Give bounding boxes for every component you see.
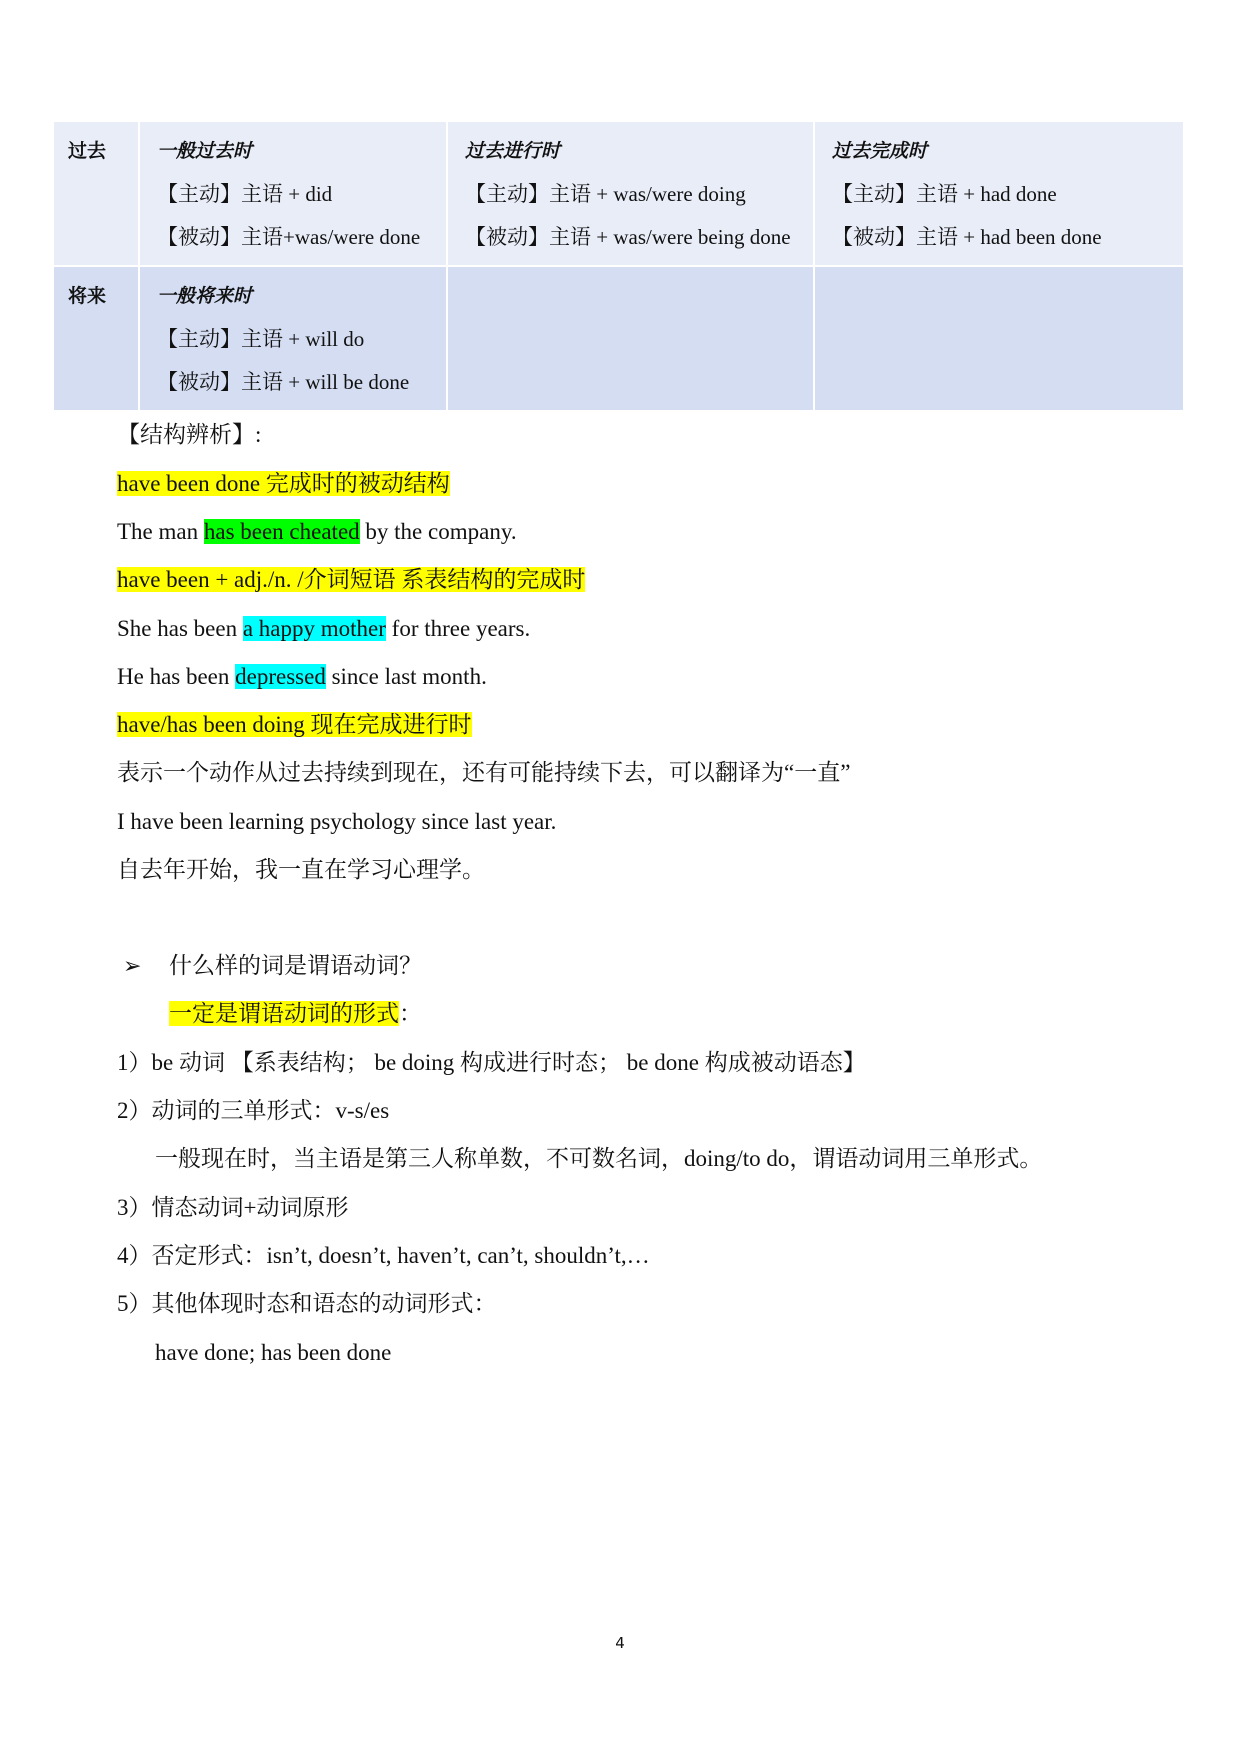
example-sentence	[117, 662, 487, 692]
cell-past-perfect	[814, 122, 1184, 266]
structure-title-2	[117, 565, 585, 595]
example-translation: 自去年开始，我一直在学习心理学。	[117, 857, 485, 882]
text: The man	[117, 519, 204, 544]
structure-description: 表示一个动作从过去持续到现在，还有可能持续下去，可以翻译为“一直”	[117, 760, 851, 785]
text: since last month.	[325, 664, 487, 689]
empty-cell	[814, 266, 1184, 410]
list-item-note: 一般现在时，当主语是第三人称单数，不可数名词，doing/to do，谓语动词用三单形式。	[155, 1146, 1043, 1171]
text: by the company.	[359, 519, 517, 544]
example-sentence	[117, 517, 517, 547]
predicate-question: 什么样的词是谓语动词？	[169, 953, 422, 978]
row-label-future: 将来	[53, 266, 139, 410]
active-form: 【主动】主语 + had done	[832, 182, 1057, 206]
highlighted-text: have been done 完成时的被动结构	[117, 471, 450, 496]
structure-title-3	[117, 710, 472, 740]
passive-form: 【被动】主语+was/were done	[157, 225, 421, 249]
page-number: 4	[615, 1634, 625, 1652]
list-item: 5）其他体现时态和语态的动词形式：	[117, 1291, 497, 1316]
cell-simple-past	[139, 122, 447, 266]
tense-table	[52, 122, 1185, 410]
active-form: 【主动】主语 + was/were doing	[465, 182, 746, 206]
table-row-past	[53, 122, 1184, 266]
list-item: 4）否定形式：isn’t, doesn’t, haven’t, can’t, shouldn’t,…	[117, 1243, 650, 1268]
highlighted-text: have been + adj./n. /介词短语 系表结构的完成时	[117, 567, 586, 592]
analysis-heading: 【结构辨析】:	[117, 422, 262, 447]
row-label-past: 过去	[53, 122, 139, 266]
structure-title-1	[117, 469, 450, 499]
list-item-note: have done; has been done	[155, 1340, 392, 1365]
list-item: 1）be 动词 【系表结构； be doing 构成进行时态； be done 构成被动语态】	[117, 1050, 866, 1075]
list-item: 3）情态动词+动词原形	[117, 1195, 349, 1220]
tense-name: 一般将来时	[157, 285, 253, 307]
cell-simple-future	[139, 266, 447, 410]
text: for three years.	[385, 616, 531, 641]
cell-past-continuous	[447, 122, 814, 266]
text: She has been	[117, 616, 243, 641]
example-sentence	[117, 614, 530, 644]
tense-name: 过去进行时	[465, 140, 561, 162]
example-sentence: I have been learning psychology since last year.	[117, 809, 557, 834]
highlighted-text: depressed	[235, 664, 326, 689]
passive-form: 【被动】主语 + was/were being done	[465, 225, 791, 249]
active-form: 【主动】主语 + will do	[157, 327, 365, 351]
text: He has been	[117, 664, 236, 689]
table-row-future	[53, 266, 1184, 410]
tense-name: 一般过去时	[157, 140, 253, 162]
passive-form: 【被动】主语 + had been done	[832, 225, 1102, 249]
highlighted-text: has been cheated	[203, 519, 360, 544]
highlighted-text: have/has been doing 现在完成进行时	[117, 712, 472, 737]
empty-cell	[447, 266, 814, 410]
text: ：	[399, 1001, 422, 1026]
passive-form: 【被动】主语 + will be done	[157, 370, 410, 394]
highlighted-text: 一定是谓语动词的形式	[169, 1001, 399, 1026]
tense-name: 过去完成时	[832, 140, 928, 162]
active-form: 【主动】主语 + did	[157, 182, 333, 206]
arrow-bullet-icon: ➢	[123, 953, 142, 978]
predicate-answer	[169, 999, 422, 1029]
highlighted-text: a happy mother	[242, 616, 386, 641]
list-item: 2）动词的三单形式：v-s/es	[117, 1098, 390, 1123]
